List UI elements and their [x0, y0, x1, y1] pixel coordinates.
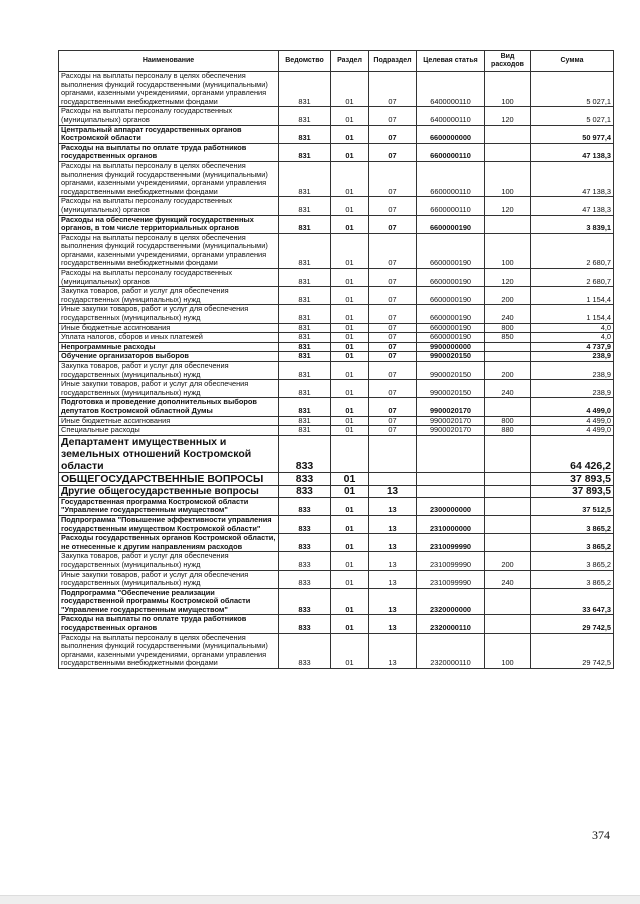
- expense-type-cell: [485, 485, 531, 497]
- table-row: [59, 333, 614, 343]
- section-cell: 01: [331, 472, 369, 485]
- department-cell: 831: [279, 352, 331, 362]
- col-header-target-article: Целевая статья: [417, 51, 485, 72]
- subsection-cell: 07: [369, 233, 417, 268]
- subsection-cell: 13: [369, 534, 417, 552]
- name-cell: Иные бюджетные ассигнования: [59, 416, 279, 426]
- subsection-cell: 13: [369, 497, 417, 515]
- section-cell: 01: [331, 233, 369, 268]
- subsection-cell: 13: [369, 615, 417, 633]
- col-header-section: Раздел: [331, 51, 369, 72]
- amount-cell: 3 865,2: [531, 534, 614, 552]
- name-cell: Расходы на выплаты персоналу в целях обеспечения выполнения функций государственными (муниципальными) органами, казенными учреждениями, органами управления государственными внебюджетными фондами: [59, 233, 279, 268]
- target-article-cell: 6600000000: [417, 125, 485, 143]
- table-row: [59, 161, 614, 196]
- subsection-cell: 07: [369, 197, 417, 215]
- table-row: [59, 497, 614, 515]
- table-row: [59, 287, 614, 305]
- amount-cell: 29 742,5: [531, 615, 614, 633]
- department-cell: 833: [279, 615, 331, 633]
- expense-type-cell: 120: [485, 197, 531, 215]
- expense-type-cell: 120: [485, 269, 531, 287]
- amount-cell: 4,0: [531, 323, 614, 333]
- col-header-expense-type: Вид расходов: [485, 51, 531, 72]
- section-cell: 01: [331, 485, 369, 497]
- col-header-name: Наименование: [59, 51, 279, 72]
- expense-type-cell: 100: [485, 233, 531, 268]
- name-cell: Департамент имущественных и земельных отношений Костромской области: [59, 435, 279, 472]
- department-cell: 833: [279, 534, 331, 552]
- expense-type-cell: 200: [485, 362, 531, 380]
- department-cell: 831: [279, 287, 331, 305]
- section-cell: 01: [331, 333, 369, 343]
- name-cell: Подпрограмма "Повышение эффективности управления государственным имуществом Костромской области": [59, 515, 279, 533]
- target-article-cell: 6600000190: [417, 233, 485, 268]
- table-row: [59, 633, 614, 668]
- target-article-cell: 9900020150: [417, 352, 485, 362]
- department-cell: 833: [279, 435, 331, 472]
- name-cell: Иные бюджетные ассигнования: [59, 323, 279, 333]
- target-article-cell: 6400000110: [417, 107, 485, 125]
- amount-cell: 29 742,5: [531, 633, 614, 668]
- expense-type-cell: 200: [485, 287, 531, 305]
- name-cell: Уплата налогов, сборов и иных платежей: [59, 333, 279, 343]
- department-cell: 833: [279, 552, 331, 570]
- section-cell: 01: [331, 416, 369, 426]
- department-cell: 831: [279, 426, 331, 436]
- name-cell: Иные закупки товаров, работ и услуг для обеспечения государственных (муниципальных) нужд: [59, 570, 279, 588]
- budget-table: [58, 50, 614, 669]
- target-article-cell: 6600000190: [417, 305, 485, 323]
- subsection-cell: 07: [369, 323, 417, 333]
- expense-type-cell: [485, 342, 531, 352]
- name-cell: Расходы на выплаты персоналу государственных (муниципальных) органов: [59, 197, 279, 215]
- subsection-cell: 07: [369, 125, 417, 143]
- amount-cell: 64 426,2: [531, 435, 614, 472]
- target-article-cell: [417, 435, 485, 472]
- target-article-cell: 6600000190: [417, 215, 485, 233]
- amount-cell: 2 680,7: [531, 233, 614, 268]
- name-cell: Иные закупки товаров, работ и услуг для обеспечения государственных (муниципальных) нужд: [59, 305, 279, 323]
- expense-type-cell: 240: [485, 380, 531, 398]
- subsection-cell: 13: [369, 570, 417, 588]
- department-cell: 831: [279, 323, 331, 333]
- name-cell: Закупка товаров, работ и услуг для обеспечения государственных (муниципальных) нужд: [59, 287, 279, 305]
- amount-cell: 1 154,4: [531, 287, 614, 305]
- target-article-cell: 6600000190: [417, 323, 485, 333]
- name-cell: Расходы на выплаты персоналу в целях обеспечения выполнения функций государственными (муниципальными) органами, казенными учреждениями, органами управления государственными внебюджетными фондами: [59, 161, 279, 196]
- name-cell: Расходы на выплаты персоналу в целях обеспечения выполнения функций государственными (муниципальными) органами, казенными учреждениями, органами управления государственными внебюджетными фондами: [59, 72, 279, 107]
- name-cell: Специальные расходы: [59, 426, 279, 436]
- department-cell: 831: [279, 233, 331, 268]
- name-cell: Закупка товаров, работ и услуг для обеспечения государственных (муниципальных) нужд: [59, 552, 279, 570]
- subsection-cell: 07: [369, 305, 417, 323]
- subsection-cell: 07: [369, 333, 417, 343]
- target-article-cell: [417, 472, 485, 485]
- expense-type-cell: 240: [485, 570, 531, 588]
- expense-type-cell: [485, 472, 531, 485]
- section-cell: 01: [331, 552, 369, 570]
- department-cell: 831: [279, 380, 331, 398]
- amount-cell: 3 865,2: [531, 552, 614, 570]
- amount-cell: 5 027,1: [531, 107, 614, 125]
- amount-cell: 47 138,3: [531, 197, 614, 215]
- table-row: [59, 143, 614, 161]
- name-cell: Другие общегосударственные вопросы: [59, 485, 279, 497]
- table-row: [59, 416, 614, 426]
- name-cell: ОБЩЕГОСУДАРСТВЕННЫЕ ВОПРОСЫ: [59, 472, 279, 485]
- expense-type-cell: [485, 352, 531, 362]
- expense-type-cell: 100: [485, 72, 531, 107]
- amount-cell: 2 680,7: [531, 269, 614, 287]
- section-cell: 01: [331, 534, 369, 552]
- table-row: [59, 534, 614, 552]
- section-cell: 01: [331, 161, 369, 196]
- name-cell: Расходы на выплаты персоналу в целях обеспечения выполнения функций государственными (муниципальными) органами, казенными учреждениями, органами управления государственными внебюджетными фондами: [59, 633, 279, 668]
- page-number: 374: [592, 828, 610, 842]
- col-header-department: Ведомство: [279, 51, 331, 72]
- col-header-amount: Сумма: [531, 51, 614, 72]
- section-cell: 01: [331, 107, 369, 125]
- target-article-cell: 6600000110: [417, 161, 485, 196]
- target-article-cell: 2320000110: [417, 633, 485, 668]
- table-row: [59, 107, 614, 125]
- amount-cell: 33 647,3: [531, 588, 614, 615]
- expense-type-cell: [485, 398, 531, 416]
- section-cell: 01: [331, 342, 369, 352]
- expense-type-cell: [485, 435, 531, 472]
- amount-cell: 5 027,1: [531, 72, 614, 107]
- department-cell: 833: [279, 588, 331, 615]
- subsection-cell: 07: [369, 416, 417, 426]
- target-article-cell: 9900020150: [417, 380, 485, 398]
- section-cell: 01: [331, 287, 369, 305]
- target-article-cell: 9900020170: [417, 416, 485, 426]
- name-cell: Непрограммные расходы: [59, 342, 279, 352]
- target-article-cell: 6600000110: [417, 143, 485, 161]
- amount-cell: 4 499,0: [531, 398, 614, 416]
- section-cell: 01: [331, 570, 369, 588]
- name-cell: Расходы на выплаты по оплате труда работников государственных органов: [59, 615, 279, 633]
- subsection-cell: 13: [369, 552, 417, 570]
- department-cell: 833: [279, 633, 331, 668]
- department-cell: 831: [279, 215, 331, 233]
- table-body: [59, 72, 614, 669]
- section-cell: 01: [331, 305, 369, 323]
- section-cell: 01: [331, 515, 369, 533]
- section-cell: 01: [331, 143, 369, 161]
- section-cell: 01: [331, 323, 369, 333]
- table-row: [59, 515, 614, 533]
- name-cell: Центральный аппарат государственных органов Костромской области: [59, 125, 279, 143]
- section-cell: 01: [331, 215, 369, 233]
- department-cell: 831: [279, 72, 331, 107]
- amount-cell: 37 512,5: [531, 497, 614, 515]
- amount-cell: 238,9: [531, 380, 614, 398]
- department-cell: 831: [279, 342, 331, 352]
- section-cell: 01: [331, 362, 369, 380]
- department-cell: 831: [279, 305, 331, 323]
- table-row: [59, 615, 614, 633]
- department-cell: 833: [279, 497, 331, 515]
- name-cell: Расходы на выплаты по оплате труда работников государственных органов: [59, 143, 279, 161]
- table-row: [59, 215, 614, 233]
- expense-type-cell: [485, 215, 531, 233]
- subsection-cell: 07: [369, 287, 417, 305]
- header-row: [59, 51, 614, 72]
- amount-cell: 4 499,0: [531, 416, 614, 426]
- department-cell: 831: [279, 125, 331, 143]
- subsection-cell: 07: [369, 362, 417, 380]
- target-article-cell: 6600000110: [417, 197, 485, 215]
- expense-type-cell: 850: [485, 333, 531, 343]
- amount-cell: 1 154,4: [531, 305, 614, 323]
- section-cell: 01: [331, 497, 369, 515]
- name-cell: Расходы государственных органов Костромской области, не отнесенные к другим направлениям расходов: [59, 534, 279, 552]
- subsection-cell: [369, 472, 417, 485]
- amount-cell: 50 977,4: [531, 125, 614, 143]
- section-cell: 01: [331, 426, 369, 436]
- expense-type-cell: 100: [485, 633, 531, 668]
- name-cell: Подпрограмма "Обеспечение реализации государственной программы Костромской области "Управление государственным имуществом": [59, 588, 279, 615]
- amount-cell: 37 893,5: [531, 472, 614, 485]
- amount-cell: 238,9: [531, 352, 614, 362]
- target-article-cell: 6600000190: [417, 269, 485, 287]
- expense-type-cell: 880: [485, 426, 531, 436]
- department-cell: 831: [279, 197, 331, 215]
- subsection-cell: 07: [369, 352, 417, 362]
- target-article-cell: 6600000190: [417, 333, 485, 343]
- col-header-subsection: Подраздел: [369, 51, 417, 72]
- subsection-cell: 07: [369, 161, 417, 196]
- subsection-cell: [369, 435, 417, 472]
- department-cell: 831: [279, 143, 331, 161]
- section-cell: 01: [331, 269, 369, 287]
- section-cell: 01: [331, 398, 369, 416]
- section-cell: 01: [331, 197, 369, 215]
- subsection-cell: 07: [369, 398, 417, 416]
- amount-cell: 238,9: [531, 362, 614, 380]
- target-article-cell: 2300000000: [417, 497, 485, 515]
- table-row: [59, 305, 614, 323]
- department-cell: 833: [279, 485, 331, 497]
- department-cell: 833: [279, 570, 331, 588]
- name-cell: Расходы на обеспечение функций государственных органов, в том числе территориальных органов: [59, 215, 279, 233]
- page-bottom-edge: [0, 895, 640, 904]
- table-row: [59, 323, 614, 333]
- expense-type-cell: 800: [485, 416, 531, 426]
- expense-type-cell: 240: [485, 305, 531, 323]
- target-article-cell: 2320000000: [417, 588, 485, 615]
- name-cell: Расходы на выплаты персоналу государственных (муниципальных) органов: [59, 107, 279, 125]
- expense-type-cell: [485, 615, 531, 633]
- target-article-cell: 2320000110: [417, 615, 485, 633]
- target-article-cell: 6400000110: [417, 72, 485, 107]
- target-article-cell: 2310099990: [417, 534, 485, 552]
- name-cell: Расходы на выплаты персоналу государственных (муниципальных) органов: [59, 269, 279, 287]
- subsection-cell: 07: [369, 72, 417, 107]
- subsection-cell: 13: [369, 633, 417, 668]
- department-cell: 833: [279, 515, 331, 533]
- subsection-cell: 07: [369, 380, 417, 398]
- expense-type-cell: [485, 588, 531, 615]
- expense-type-cell: [485, 515, 531, 533]
- department-cell: 833: [279, 472, 331, 485]
- subsection-cell: 07: [369, 426, 417, 436]
- section-cell: 01: [331, 615, 369, 633]
- subsection-cell: 13: [369, 485, 417, 497]
- subsection-cell: 07: [369, 342, 417, 352]
- section-cell: 01: [331, 352, 369, 362]
- subsection-cell: 13: [369, 515, 417, 533]
- target-article-cell: [417, 485, 485, 497]
- table-row: [59, 398, 614, 416]
- amount-cell: 37 893,5: [531, 485, 614, 497]
- name-cell: Иные закупки товаров, работ и услуг для обеспечения государственных (муниципальных) нужд: [59, 380, 279, 398]
- department-cell: 831: [279, 362, 331, 380]
- target-article-cell: 9900000000: [417, 342, 485, 352]
- table-row: [59, 380, 614, 398]
- subsection-cell: 07: [369, 107, 417, 125]
- section-cell: 01: [331, 588, 369, 615]
- department-cell: 831: [279, 333, 331, 343]
- amount-cell: 4,0: [531, 333, 614, 343]
- table-row: [59, 342, 614, 352]
- table-row: [59, 472, 614, 485]
- subsection-cell: 07: [369, 215, 417, 233]
- subsection-cell: 13: [369, 588, 417, 615]
- section-cell: 01: [331, 72, 369, 107]
- section-cell: [331, 435, 369, 472]
- table-row: [59, 362, 614, 380]
- target-article-cell: 2310099990: [417, 570, 485, 588]
- amount-cell: 47 138,3: [531, 143, 614, 161]
- table-row: [59, 435, 614, 472]
- target-article-cell: 6600000190: [417, 287, 485, 305]
- department-cell: 831: [279, 161, 331, 196]
- table-row: [59, 197, 614, 215]
- expense-type-cell: [485, 497, 531, 515]
- section-cell: 01: [331, 380, 369, 398]
- table-row: [59, 485, 614, 497]
- table-row: [59, 233, 614, 268]
- section-cell: 01: [331, 633, 369, 668]
- budget-sheet: [58, 50, 613, 669]
- table-row: [59, 125, 614, 143]
- subsection-cell: 07: [369, 269, 417, 287]
- expense-type-cell: 200: [485, 552, 531, 570]
- amount-cell: 3 865,2: [531, 515, 614, 533]
- table-row: [59, 269, 614, 287]
- name-cell: Подготовка и проведение дополнительных выборов депутатов Костромской областной Думы: [59, 398, 279, 416]
- target-article-cell: 2310000000: [417, 515, 485, 533]
- expense-type-cell: 100: [485, 161, 531, 196]
- expense-type-cell: [485, 125, 531, 143]
- department-cell: 831: [279, 269, 331, 287]
- table-row: [59, 426, 614, 436]
- table-row: [59, 552, 614, 570]
- department-cell: 831: [279, 398, 331, 416]
- amount-cell: 47 138,3: [531, 161, 614, 196]
- expense-type-cell: 120: [485, 107, 531, 125]
- target-article-cell: 9900020170: [417, 426, 485, 436]
- expense-type-cell: [485, 534, 531, 552]
- target-article-cell: 2310099990: [417, 552, 485, 570]
- table-row: [59, 72, 614, 107]
- table-row: [59, 570, 614, 588]
- expense-type-cell: [485, 143, 531, 161]
- section-cell: 01: [331, 125, 369, 143]
- department-cell: 831: [279, 416, 331, 426]
- table-row: [59, 352, 614, 362]
- target-article-cell: 9900020150: [417, 362, 485, 380]
- name-cell: Закупка товаров, работ и услуг для обеспечения государственных (муниципальных) нужд: [59, 362, 279, 380]
- target-article-cell: 9900020170: [417, 398, 485, 416]
- amount-cell: 3 865,2: [531, 570, 614, 588]
- name-cell: Государственная программа Костромской области "Управление государственным имуществом": [59, 497, 279, 515]
- department-cell: 831: [279, 107, 331, 125]
- expense-type-cell: 800: [485, 323, 531, 333]
- amount-cell: 3 839,1: [531, 215, 614, 233]
- name-cell: Обучение организаторов выборов: [59, 352, 279, 362]
- amount-cell: 4 499,0: [531, 426, 614, 436]
- table-row: [59, 588, 614, 615]
- subsection-cell: 07: [369, 143, 417, 161]
- amount-cell: 4 737,9: [531, 342, 614, 352]
